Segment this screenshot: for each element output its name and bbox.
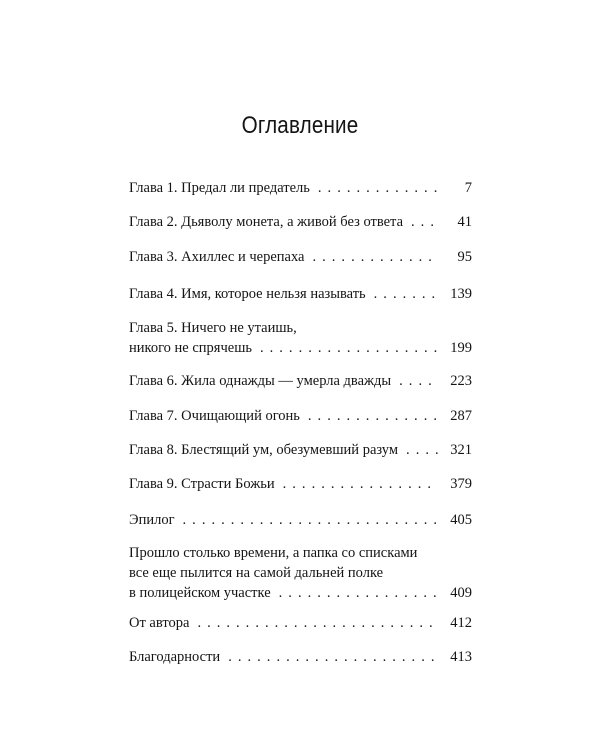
- dot-leader: [283, 474, 438, 494]
- toc-page-number: 321: [450, 442, 472, 458]
- toc-entry-chapter-2[interactable]: [129, 212, 472, 232]
- dot-leader: [279, 583, 438, 603]
- toc-page-number: 405: [450, 512, 472, 528]
- toc-page-number: 412: [450, 615, 472, 631]
- toc-page-number: 7: [464, 180, 472, 196]
- dot-leader: [406, 440, 438, 460]
- toc-entry-chapter-6[interactable]: [129, 371, 472, 391]
- toc-page-number: 41: [457, 214, 472, 230]
- toc-entry-title: От автора: [129, 615, 190, 631]
- toc-entry-title: Глава 9. Страсти Божьи: [129, 476, 275, 492]
- toc-page-number: 139: [450, 286, 472, 302]
- toc-entry-title: Глава 6. Жила однажды — умерла дважды: [129, 373, 392, 389]
- toc-page-number: 413: [450, 649, 472, 665]
- toc-entry-chapter-3[interactable]: [129, 247, 472, 267]
- dot-leader: [318, 178, 438, 198]
- toc-entry-title-line: Глава 5. Ничего не утаишь,: [129, 320, 297, 336]
- toc-entry-epilogue[interactable]: [129, 510, 472, 530]
- toc-entry-chapter-1[interactable]: [129, 178, 472, 198]
- toc-page-number: 223: [450, 373, 472, 389]
- dot-leader: [411, 212, 438, 232]
- toc-entry-title: Глава 1. Предал ли предатель: [129, 180, 310, 196]
- toc-entry-chapter-8[interactable]: [129, 440, 472, 460]
- dot-leader: [374, 284, 438, 304]
- toc-entry-chapter-9[interactable]: [129, 474, 472, 494]
- dot-leader: [197, 613, 438, 633]
- toc-entry-title: Глава 8. Блестящий ум, обезумевший разум: [129, 442, 399, 458]
- toc-entry-title: Глава 7. Очищающий огонь: [129, 408, 300, 424]
- dot-leader: [183, 510, 438, 530]
- toc-page-number: 287: [450, 408, 472, 424]
- toc-page-number: 409: [450, 585, 472, 601]
- toc-page-number: 199: [450, 340, 472, 356]
- toc-entry-chapter-7[interactable]: [129, 406, 472, 426]
- dot-leader: [308, 406, 438, 426]
- dot-leader: [399, 371, 438, 391]
- toc-entry-chapter-5[interactable]: [129, 318, 472, 358]
- toc-entry-afterword[interactable]: [129, 543, 472, 603]
- dot-leader: [228, 647, 438, 667]
- toc-entry-title: Эпилог: [129, 512, 175, 528]
- toc-entry-chapter-4[interactable]: [129, 284, 472, 304]
- toc-entry-acknowledgements[interactable]: [129, 647, 472, 667]
- toc-page-number: 95: [457, 249, 472, 265]
- dot-leader: [312, 247, 438, 267]
- dot-leader: [260, 338, 438, 358]
- toc-entry-title-line: в полицейском участке: [129, 585, 271, 601]
- toc-entry-title-line: все еще пылится на самой дальней полке: [129, 565, 384, 581]
- toc-entry-title-line: никого не спрячешь: [129, 340, 252, 356]
- toc-entry-title: Глава 4. Имя, которое нельзя называть: [129, 286, 366, 302]
- page-title: Оглавление: [241, 112, 359, 139]
- toc-entry-from-author[interactable]: [129, 613, 472, 633]
- toc-entry-title: Глава 2. Дьяволу монета, а живой без ответа: [129, 214, 404, 230]
- toc-entry-title: Благодарности: [129, 649, 221, 665]
- toc-page-number: 379: [450, 476, 472, 492]
- toc-entry-title: Глава 3. Ахиллес и черепаха: [129, 249, 305, 265]
- toc-entry-title-line: Прошло столько времени, а папка со списками: [129, 545, 418, 561]
